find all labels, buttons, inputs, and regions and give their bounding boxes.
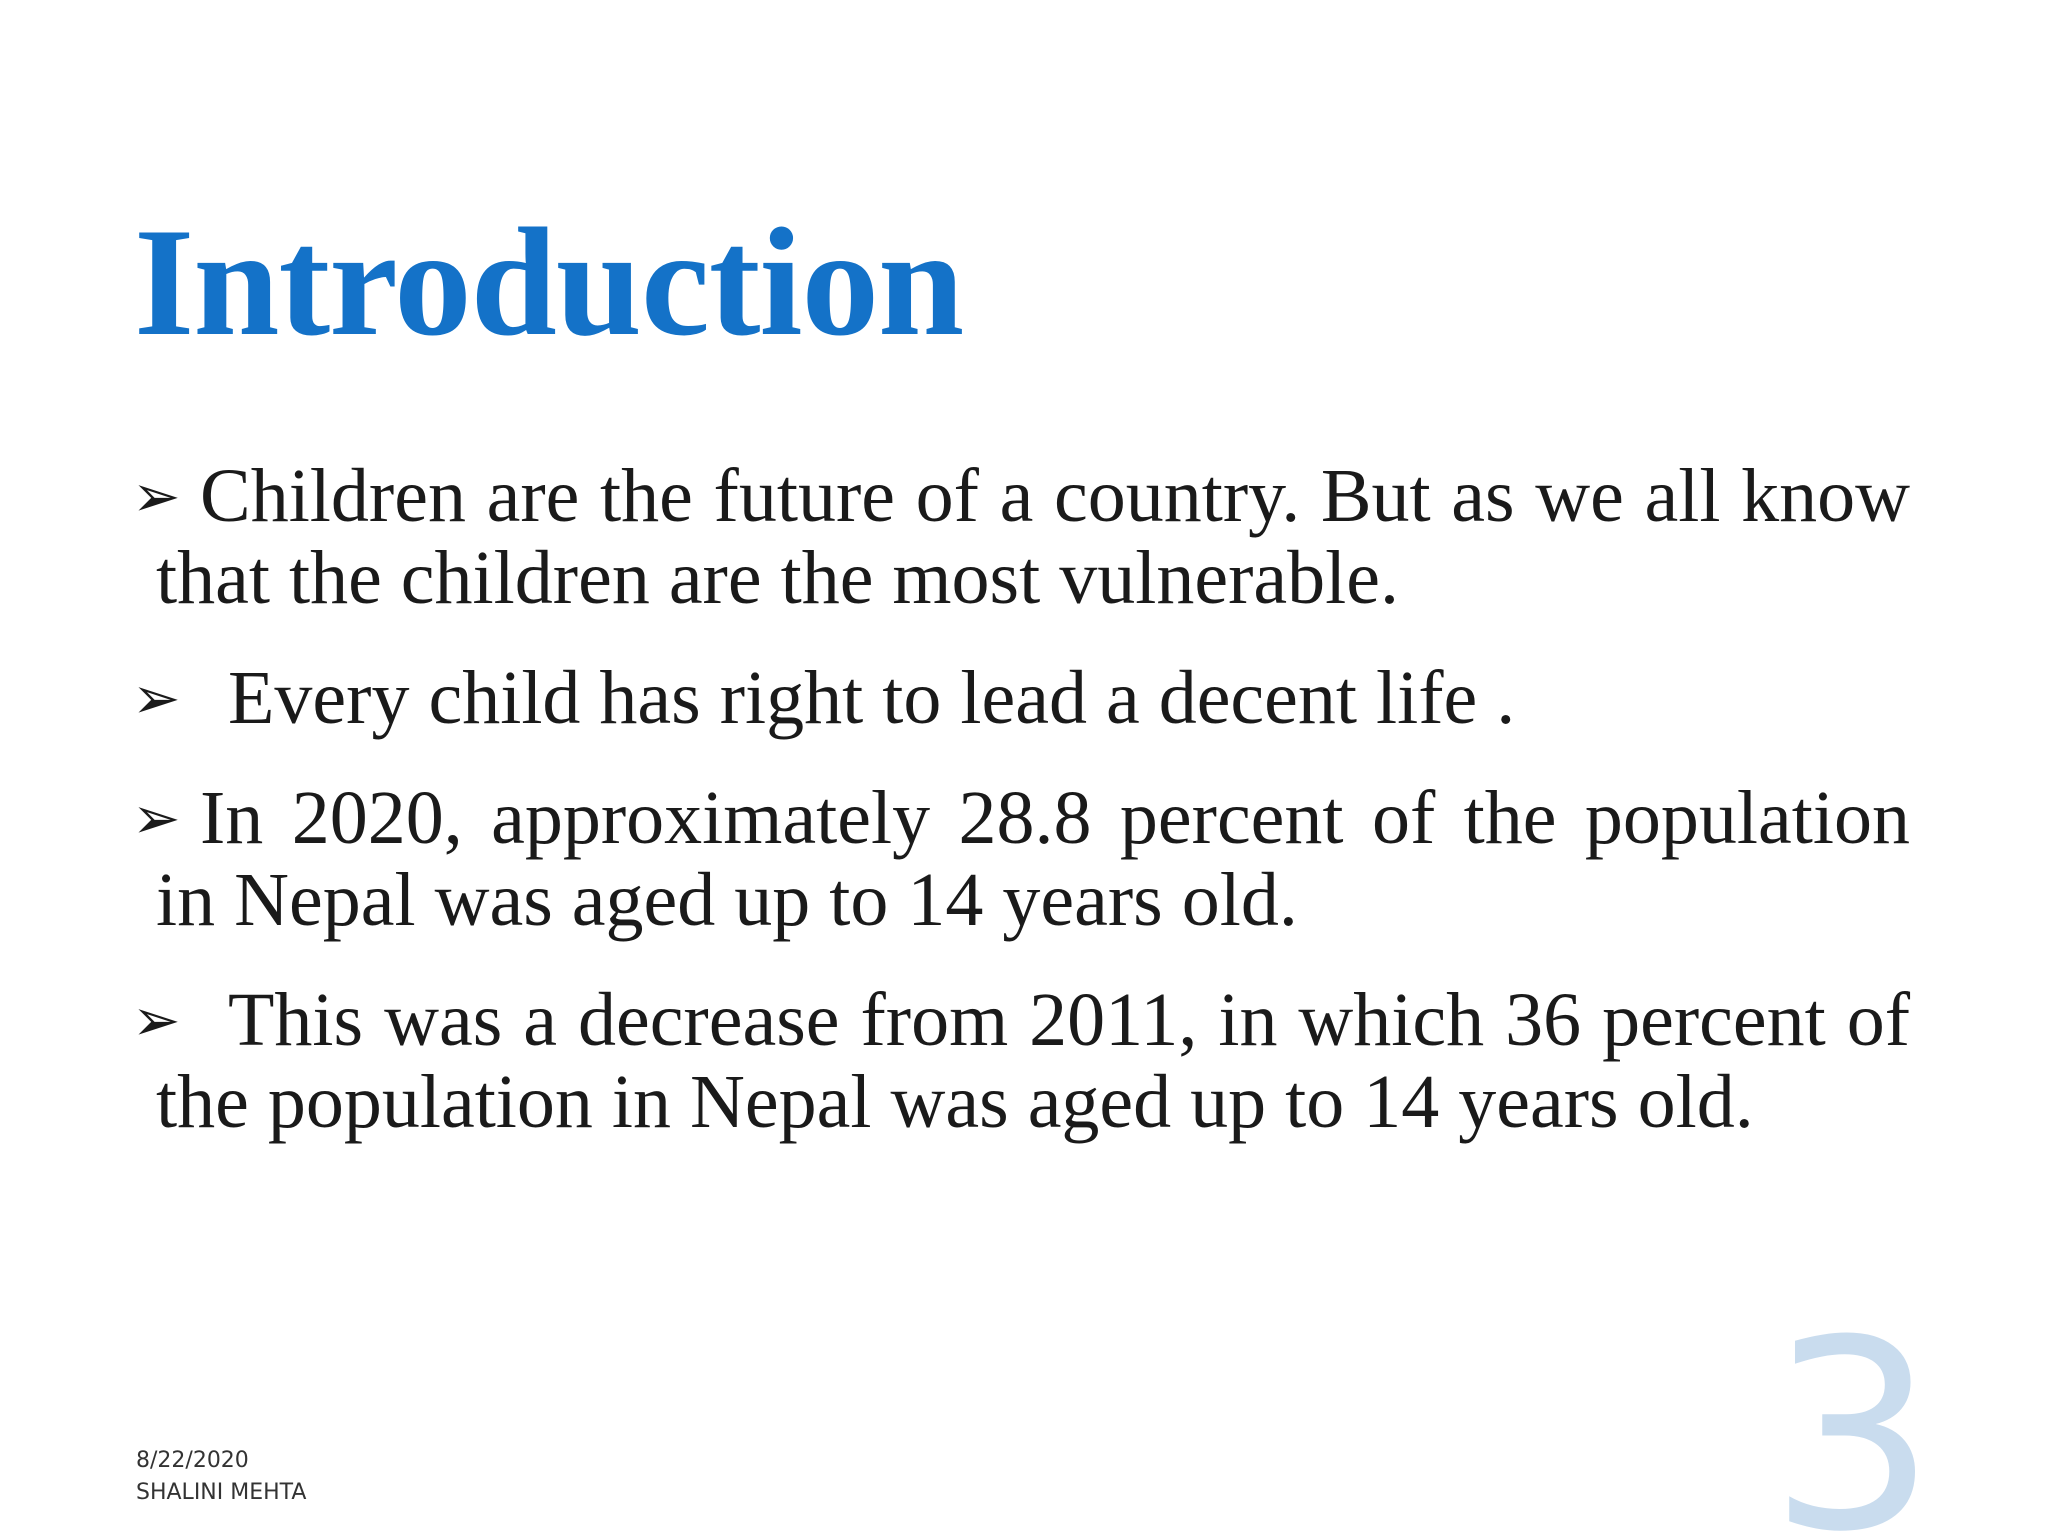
bullet-text: Children are the future of a country. But as we all know that the children are the most vulnerable. [156,454,1910,620]
bullet-item [132,656,1910,740]
bullet-text: This was a decrease from 2011, in which 36 percent of the population in Nepal was aged up to 14 years old. [156,978,1910,1144]
arrow-bullet-icon: ➢ [132,462,181,530]
page-number: 3 [1769,1284,1936,1536]
arrow-bullet-icon: ➢ [132,664,181,732]
bullet-text: In 2020, approximately 28.8 percent of the population in Nepal was aged up to 14 years old. [156,776,1910,942]
bullet-text: Every child has right to lead a decent life . [228,656,1516,740]
arrow-bullet-icon: ➢ [132,986,181,1054]
slide-title: Introduction [134,196,964,368]
bullet-list [132,454,1910,1181]
footer-date: 8/22/2020 [136,1448,249,1473]
footer-author: SHALINI MEHTA [136,1480,307,1505]
bullet-item [132,978,1910,1144]
bullet-item [132,454,1910,620]
arrow-bullet-icon: ➢ [132,784,181,852]
bullet-item [132,776,1910,942]
